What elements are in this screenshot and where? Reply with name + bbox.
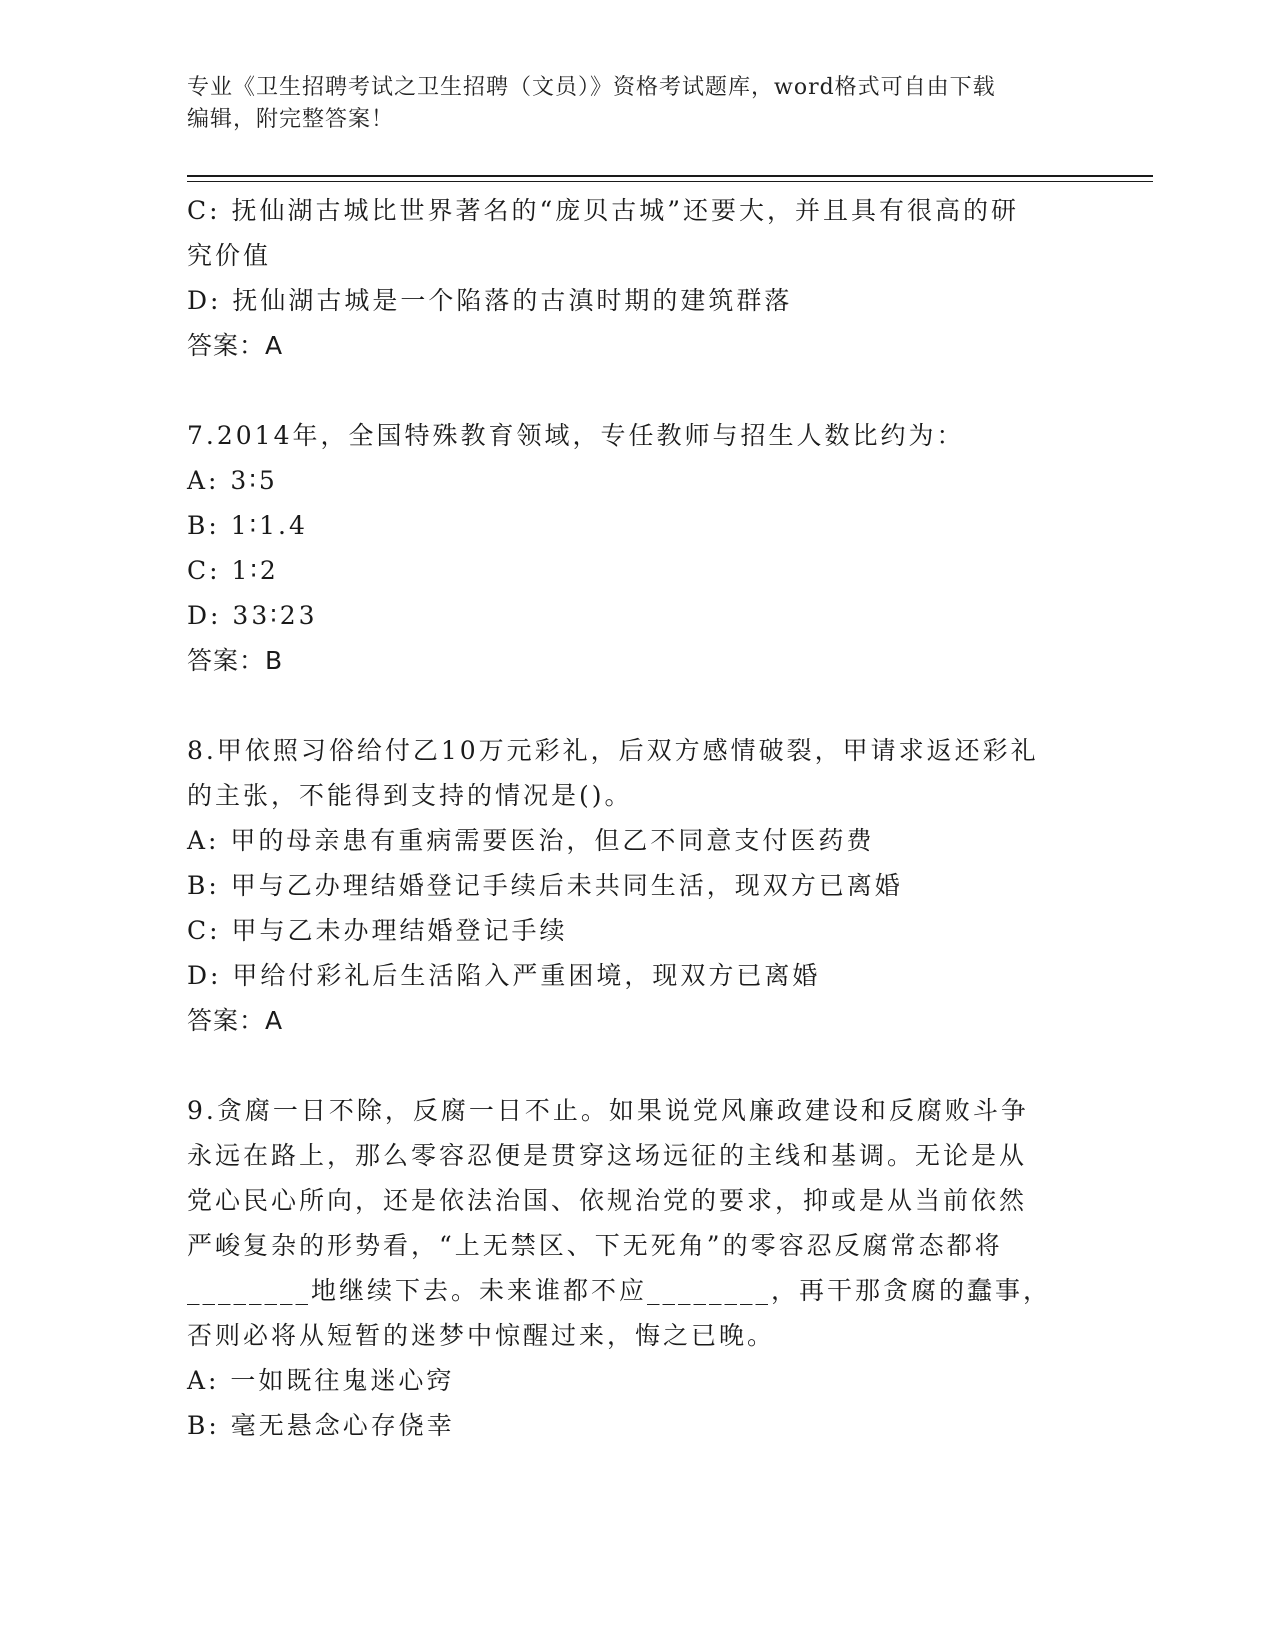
question-6	[187, 188, 1077, 368]
question-9	[187, 1088, 1077, 1448]
q9-question-line-4: 严峻复杂的形势看，“上无禁区、下无死角”的零容忍反腐常态都将	[187, 1231, 1003, 1260]
q8-option-c: C: 甲与乙未办理结婚登记手续	[187, 916, 568, 945]
q7-option-a: A: 3∶5	[187, 466, 278, 495]
q9-option-a: A: 一如既往鬼迷心窍	[187, 1366, 455, 1395]
q9-question-line-3: 党心民心所向，还是依法治国、依规治党的要求，抑或是从当前依然	[187, 1186, 1028, 1215]
q7-answer: 答案：B	[187, 646, 284, 675]
spacer	[187, 683, 1077, 728]
header-line-2: 编辑，附完整答案！	[187, 107, 395, 132]
q6-answer: 答案：A	[187, 331, 284, 360]
header-rule-thin	[187, 181, 1153, 182]
q7-option-d: D: 33∶23	[187, 601, 318, 630]
question-7	[187, 413, 1077, 683]
q9-question-line-5: ________地继续下去。未来谁都不应________，再干那贪腐的蠢事，	[187, 1276, 1052, 1305]
q8-option-b: B: 甲与乙办理结婚登记手续后未共同生活，现双方已离婚	[187, 871, 903, 900]
q8-option-d: D: 甲给付彩礼后生活陷入严重困境，现双方已离婚	[187, 961, 821, 990]
q9-option-b: B: 毫无悬念心存侥幸	[187, 1411, 455, 1440]
q8-question-line-1: 8.甲依照习俗给付乙10万元彩礼，后双方感情破裂，甲请求返还彩礼	[187, 736, 1039, 765]
q6-option-d: D: 抚仙湖古城是一个陷落的古滇时期的建筑群落	[187, 286, 793, 315]
q6-option-c-line-2: 究价值	[187, 241, 272, 270]
q8-answer: 答案：A	[187, 1006, 284, 1035]
page-header	[187, 72, 1077, 136]
q7-option-b: B: 1∶1.4	[187, 511, 308, 540]
question-content	[187, 188, 1077, 1448]
q8-option-a: A: 甲的母亲患有重病需要医治，但乙不同意支付医药费	[187, 826, 875, 855]
spacer	[187, 368, 1077, 413]
q9-question-line-2: 永远在路上，那么零容忍便是贯穿这场远征的主线和基调。无论是从	[187, 1141, 1028, 1170]
header-rule-thick	[187, 175, 1153, 177]
q7-question: 7.2014年，全国特殊教育领域，专任教师与招生人数比约为：	[187, 421, 965, 450]
q9-question-line-1: 9.贪腐一日不除，反腐一日不止。如果说党风廉政建设和反腐败斗争	[187, 1096, 1029, 1125]
q6-option-c-line-1: C: 抚仙湖古城比世界著名的“庞贝古城”还要大，并且具有很高的研	[187, 196, 1020, 225]
q8-question-line-2: 的主张，不能得到支持的情况是()。	[187, 781, 633, 810]
q7-option-c: C: 1∶2	[187, 556, 279, 585]
spacer	[187, 1043, 1077, 1088]
question-8	[187, 728, 1077, 1043]
q9-question-line-6: 否则必将从短暂的迷梦中惊醒过来，悔之已晚。	[187, 1321, 776, 1350]
header-line-1: 专业《卫生招聘考试之卫生招聘（文员）》资格考试题库，word格式可自由下载	[187, 75, 996, 100]
